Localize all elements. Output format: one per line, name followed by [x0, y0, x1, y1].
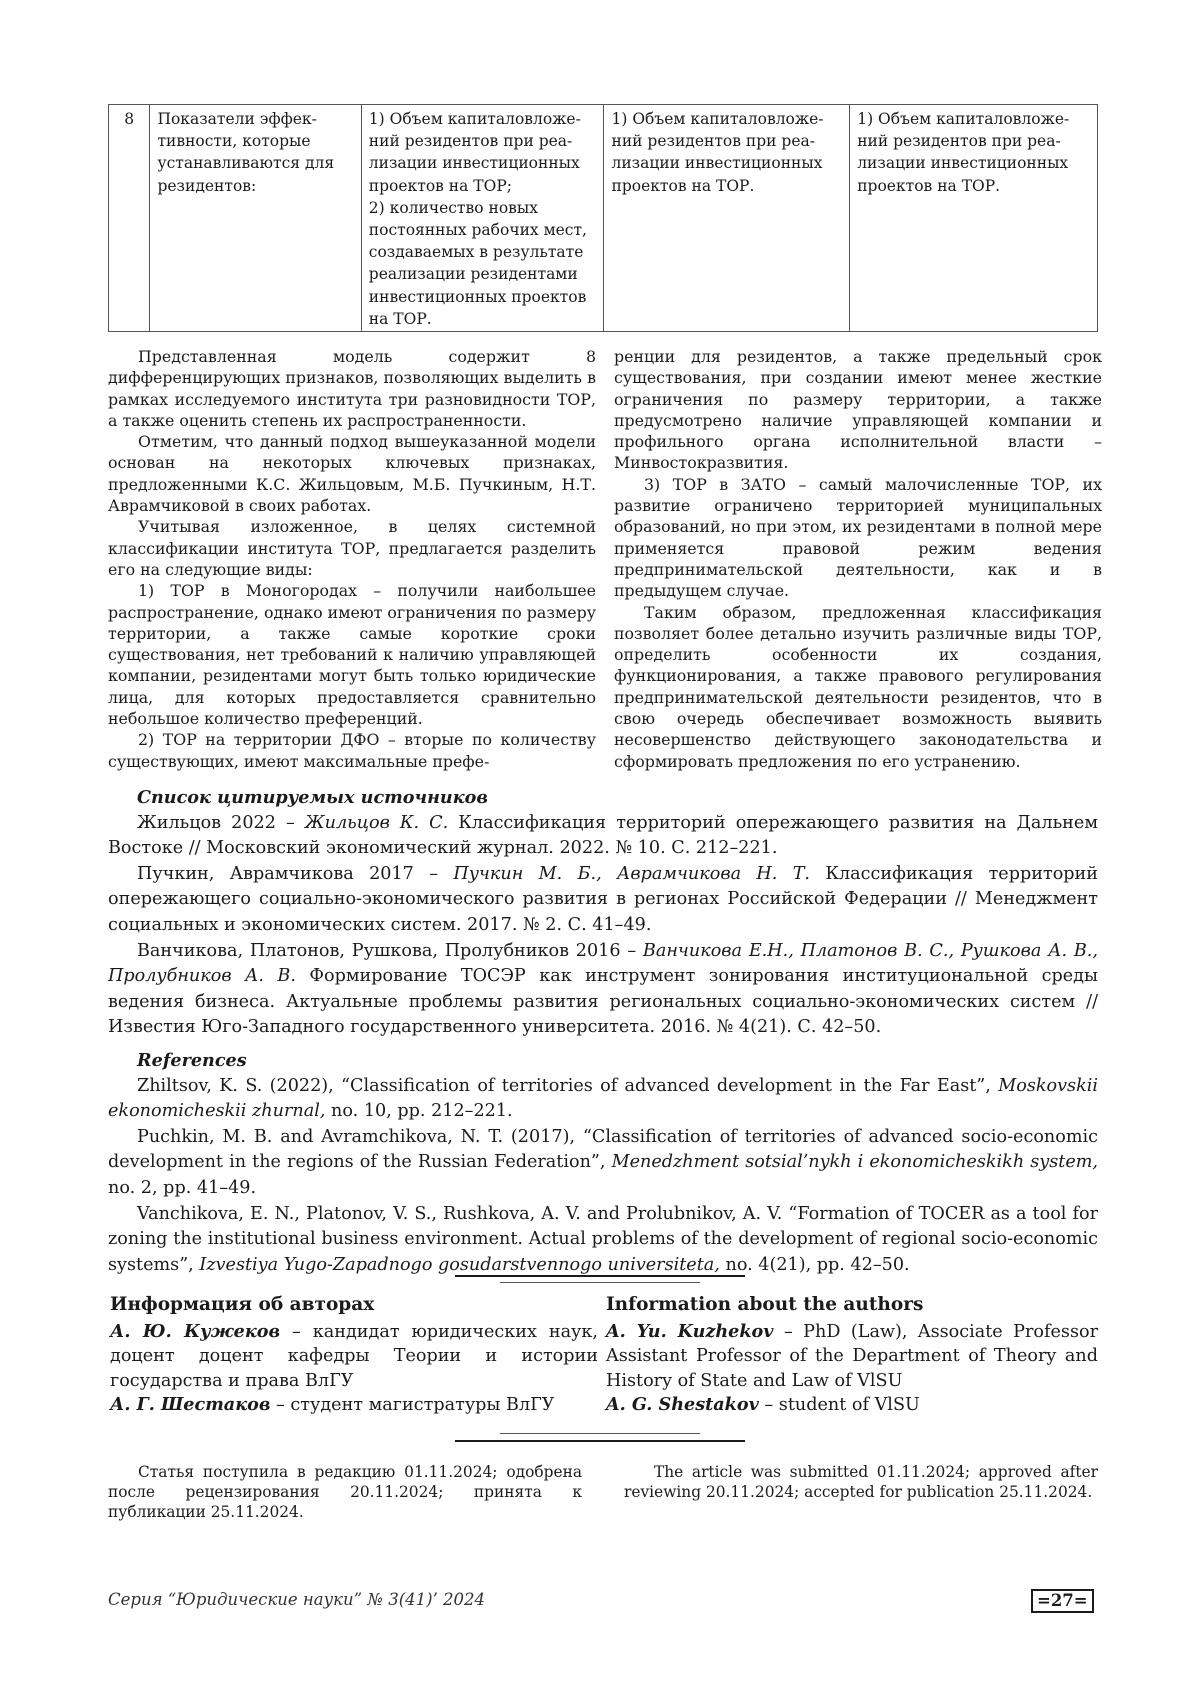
author-info: А. Ю. Кужеков – кандидат юридических наук, доцент доцент кафедры Теории и истории государства и права ВлГУ — [110, 1320, 598, 1391]
page-number: =27= — [1031, 1589, 1094, 1613]
reference-item: Puchkin, M. B. and Avramchikova, N. T. (2017), “Classification of territories of advanced socio-economic development in the regions of the Russian Federation”, Menedzhment sotsial’nykh i ekonomicheskikh system, no. 2, pp. 41–49. — [108, 1126, 1099, 1198]
body-column-left — [108, 346, 596, 772]
reference-item: Zhiltsov, K. S. (2022), “Classification of territories of advanced development in the Far East”, Moskovskii ekonomicheskii zhurnal, no. 10, pp. 212–221. — [108, 1075, 1098, 1122]
cell-line: устанавливаются для — [157, 154, 335, 173]
cell-line: постоянных рабочих мест, — [368, 221, 587, 240]
paragraph: Отметим, что данный подход вышеуказанной модели основан на некоторых ключевых признаках, предложенными К.С. Жильцовым, М.Б. Пучкиным, Н.Т. Аврамчиковой в своих работах. — [108, 432, 596, 516]
cell-line: 2) количество новых — [368, 198, 538, 217]
cell-line: лизации инвестиционных — [368, 154, 580, 173]
row-number: 8 — [109, 105, 150, 332]
authors-en-heading: Information about the authors — [606, 1294, 924, 1315]
authors-en — [606, 1293, 1098, 1418]
divider-top-thin — [500, 1282, 700, 1283]
reference-item: Vanchikova, E. N., Platonov, V. S., Rushkova, A. V. and Prolubnikov, A. V. “Formation of TOCER as a tool for zoning the institutional business environment. Actual problems of the development of regional socio-economic systems”, Izvestiya Yugo-Zapadnogo gosudarstvennogo universiteta, no. 4(21), pp. 42–50. — [108, 1203, 1098, 1275]
authors-ru-heading: Информация об авторах — [110, 1294, 375, 1315]
cell-line: ний резидентов при реа- — [857, 132, 1061, 151]
submission-info-en: The article was submitted 01.11.2024; approved after reviewing 20.11.2024; accepted for publication 25.11.2024. — [624, 1463, 1098, 1501]
cell-line: резидентов: — [157, 176, 257, 195]
cell-dfo — [604, 105, 850, 332]
cell-line: 1) Объем капиталовложе- — [857, 110, 1070, 128]
cell-line: лизации инвестиционных — [611, 154, 823, 173]
submission-info-ru: Статья поступила в редакцию 01.11.2024; одобрена после рецензирования 20.11.2024; принята к публикации 25.11.2024. — [108, 1463, 582, 1521]
reference-item: Ванчикова, Платонов, Рушкова, Пролубников 2016 – Ванчикова Е.Н., Платонов В. С., Рушкова А. В., Пролубников А. В. Формирование ТОСЭР как инструмент зонирования институциональной среды ведения бизнеса. Актуальные проблемы развития региональных социально-экономических систем // Известия Юго-Западного государственного университета. 2016. № 4(21). С. 42–50. — [108, 940, 1098, 1038]
cell-line: проектов на ТОР. — [611, 176, 755, 195]
cell-monotowns — [361, 105, 604, 332]
body-column-right — [614, 346, 1102, 772]
cell-line: создаваемых в результате — [368, 243, 584, 262]
cited-sources-heading: Список цитируемых источников — [137, 787, 488, 808]
journal-series: Серия “Юридические науки” № 3(41)’ 2024 — [108, 1590, 486, 1609]
references — [108, 1048, 1098, 1278]
cell-line: ний резидентов при реа- — [368, 132, 573, 151]
cell-line: 1) Объем капиталовложе- — [368, 110, 581, 128]
classification-table — [108, 104, 1098, 332]
paragraph: ренции для резидентов, а также предельный срок существования, при создании имеют менее жесткие ограничения по размеру территории, а также предусмотрено наличие управляющей компании и профильного органа исполнительной власти – Минвостокразвития. — [614, 347, 1102, 473]
paragraph: 3) ТОР в ЗАТО – самый малочисленные ТОР, их развитие ограничено территорией муниципальных образований, но при этом, их резидентами в полной мере применяется правовой режим ведения предпринимательской деятельности, как и в предыдущем случае. — [614, 474, 1102, 601]
cell-zato — [850, 105, 1098, 332]
cell-line: инвестиционных проектов — [368, 287, 587, 306]
cell-line: 1) Объем капиталовложе- — [611, 110, 824, 128]
row-label — [150, 105, 361, 332]
paragraph: Учитывая изложенное, в целях системной классификации института ТОР, предлагается разделить его на следующие виды: — [108, 517, 596, 579]
references-heading: References — [137, 1050, 247, 1071]
author-info: A. G. Shestakov – student of VlSU — [606, 1394, 920, 1415]
cell-line: лизации инвестиционных — [857, 154, 1069, 173]
cell-line: реализации резидентами — [368, 265, 578, 284]
divider-bottom-thin — [500, 1433, 700, 1434]
cell-line: Показатели эффек- — [157, 110, 317, 128]
reference-item: Пучкин, Аврамчикова 2017 – Пучкин М. Б., Аврамчикова Н. Т. Классификация территорий опережающего социально-экономического развития в регионах Российской Федерации // Менеджмент социальных и экономических систем. 2017. № 2. С. 41–49. — [108, 863, 1099, 935]
paragraph: 1) ТОР в Моногородах – получили наибольшее распространение, однако имеют ограничения по размеру территории, а также самые короткие сроки существования, нет требований к наличию управляющей компании, резидентами могут быть только юридические лица, для которых предоставляется сравнительно небольшое количество преференций. — [108, 581, 596, 729]
cell-line: ний резидентов при реа- — [611, 132, 815, 151]
divider-bottom — [455, 1440, 745, 1442]
cell-line: тивности, которые — [157, 132, 311, 151]
cell-line: на ТОР. — [368, 309, 432, 328]
cited-sources — [108, 785, 1098, 1041]
cell-line: проектов на ТОР. — [857, 176, 1001, 195]
reference-item: Жильцов 2022 – Жильцов К. С. Классификация территорий опережающего развития на Дальнем Востоке // Московский экономический журнал. 2022. № 10. С. 212–221. — [108, 812, 1099, 859]
paragraph: 2) ТОР на территории ДФО – вторые по количеству существующих, имеют максимальные префе- — [108, 730, 596, 771]
divider-top — [455, 1275, 745, 1277]
paragraph: Таким образом, предложенная классификация позволяет более детально изучить различные виды ТОР, определить особенности их создания, функционирования, а также правового регулирования предпринимательской деятельности резидентов, что в свою очередь обеспечивает возможность выявить несовершенство действующего законодательства и сформировать предложения по его устранению. — [614, 602, 1102, 771]
author-info: А. Г. Шестаков – студент магистратуры ВлГУ — [110, 1394, 555, 1415]
authors-ru — [110, 1293, 598, 1418]
paragraph: Представленная модель содержит 8 дифференцирующих признаков, позволяющих выделить в рамках исследуемого института три разновидности ТОР, а также оценить степень их распространенности. — [108, 347, 596, 430]
cell-line: проектов на ТОР; — [368, 176, 512, 195]
table-row — [109, 105, 1098, 332]
author-info: A. Yu. Kuzhekov – PhD (Law), Associate Professor Assistant Professor of the Department of Theory and History of State and Law of VlSU — [606, 1320, 1098, 1391]
